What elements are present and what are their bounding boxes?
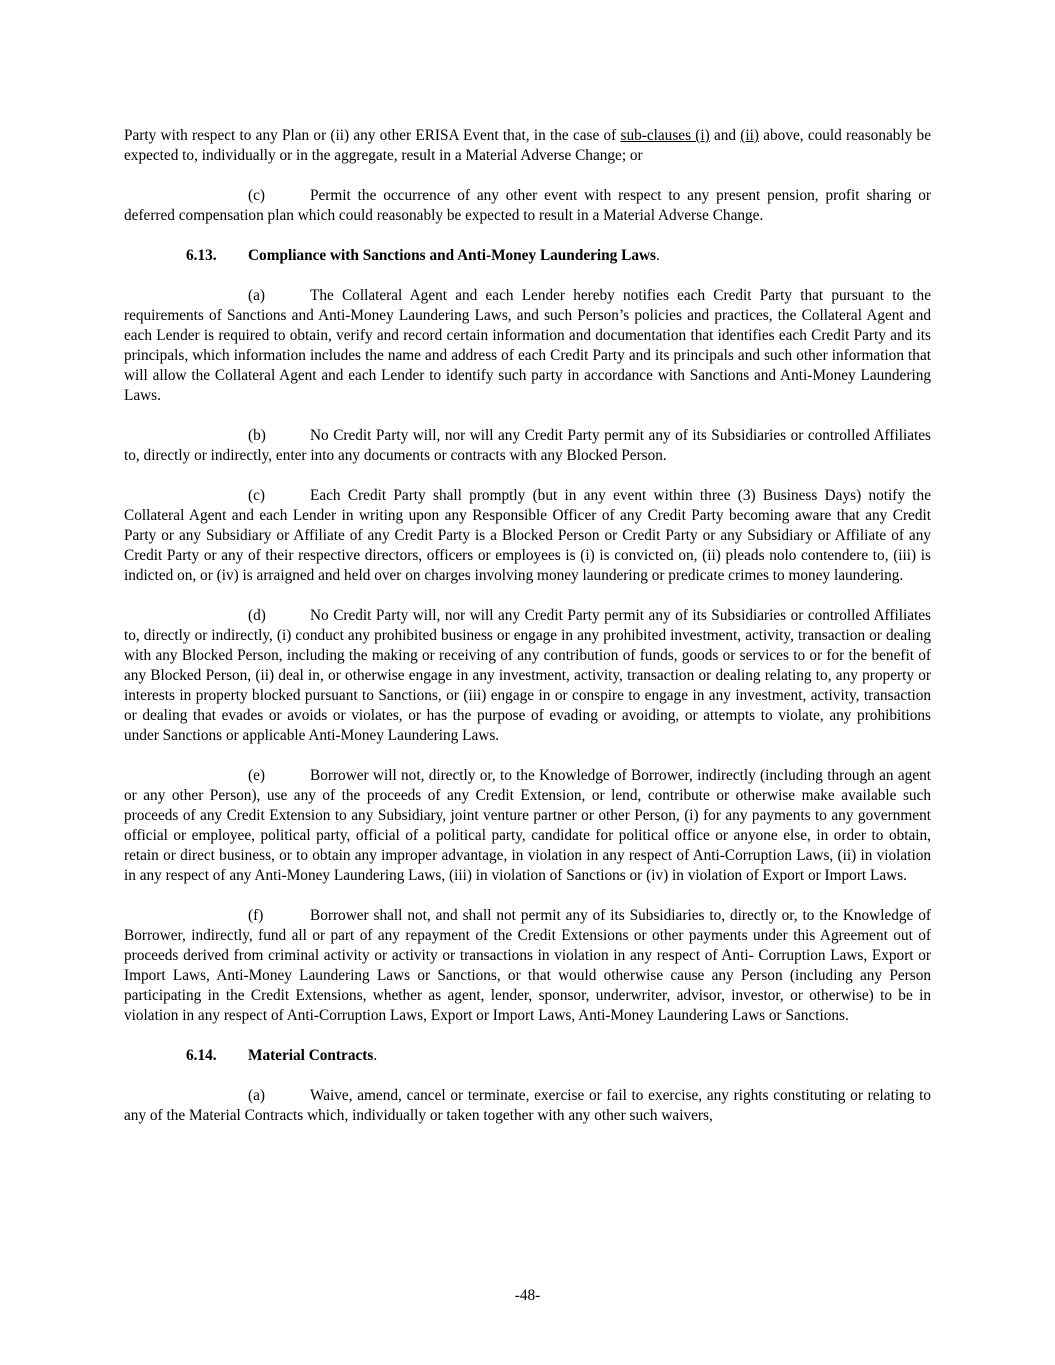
clause-6-14-a [124, 1086, 931, 1126]
clause-text: Waive, amend, cancel or terminate, exercise or fail to exercise, any rights constituting or relating to any of the Material Contracts which, individually or taken together with any other such waivers, [124, 1087, 931, 1124]
intro-text-3: above, could reasonably be expected to, individually or in the aggregate, result in a Material Adverse Change; or [124, 127, 931, 164]
intro-paragraph [124, 126, 931, 166]
clause-text: The Collateral Agent and each Lender hereby notifies each Credit Party that pursuant to the requirements of Sanctions and Anti-Money Laundering Laws, and such Person’s policies and practices, the Collateral Agent and each Lender is required to obtain, verify and record certain information and documentation that identifies each Credit Party and its principals, which information includes the name and address of each Credit Party and its principals and such other information that will allow the Collateral Agent and each Lender to identify such party in accordance with Sanctions and Anti-Money Laundering Laws. [124, 287, 931, 404]
intro-text-2: and [709, 127, 741, 144]
clause-text: No Credit Party will, nor will any Credit Party permit any of its Subsidiaries or controlled Affiliates to, directly or indirectly, enter into any documents or contracts with any Blocked Person. [124, 427, 931, 464]
clause-6-13-e [124, 766, 931, 886]
cross-reference-sub-clause-ii: (ii) [740, 127, 759, 144]
section-number: 6.14. [186, 1047, 217, 1064]
clause-6-13-f [124, 906, 931, 1026]
clause-text: Borrower will not, directly or, to the Knowledge of Borrower, indirectly (including through an agent or any other Person), use any of the proceeds of any Credit Extension, or lend, contribute or otherwise make available such proceeds of any Credit Extension to any Subsidiary, joint venture partner or other Person, (i) for any payments to any government official or employee, political party, official of a political party, candidate for political office or anyone else, in order to obtain, retain or direct business, or to obtain any improper advantage, in violation in any respect of Anti-Corruption Laws, (ii) in violation in any respect of any Anti-Money Laundering Laws, (iii) in violation of Sanctions or (iv) in violation of Export or Import Laws. [124, 767, 931, 884]
clause-number: (a) [248, 287, 265, 304]
clause-text: Borrower shall not, and shall not permit any of its Subsidiaries to, directly or, to the Knowledge of Borrower, indirectly, fund all or part of any repayment of the Credit Extensions or other payments under this Agreement out of proceeds derived from criminal activity or activity or transactions in violation in any respect of Anti- Corruption Laws, Export or Import Laws, Anti-Money Laundering Laws or Sanctions, or that would otherwise cause any Person (including any Person participating in the Credit Extensions, whether as agent, lender, sponsor, underwriter, advisor, investor, or otherwise) to be in violation in any respect of Anti-Corruption Laws, Export or Import Laws, Anti-Money Laundering Laws or Sanctions. [124, 907, 931, 1024]
clause-number: (a) [248, 1087, 265, 1104]
document-page [124, 126, 931, 1146]
clause-6-13-a [124, 286, 931, 406]
clause-number: (c) [248, 187, 265, 204]
clause-number: (e) [248, 767, 265, 784]
clause-c-pension [124, 186, 931, 226]
section-title: Material Contracts [248, 1047, 374, 1064]
clause-number: (f) [248, 907, 264, 924]
clause-text: Each Credit Party shall promptly (but in any event within three (3) Business Days) notify the Collateral Agent and each Lender in writing upon any Responsible Officer of any Credit Party becoming aware that any Credit Party or any Subsidiary or Affiliate of any Credit Party is a Blocked Person or Credit Party or any Subsidiary or Affiliate of any Credit Party or any of their respective directors, officers or employees is (i) is convicted on, (ii) pleads nolo contendere to, (iii) is indicted on, or (iv) is arraigned and held over on charges involving money laundering or predicate crimes to money laundering. [124, 487, 931, 584]
clause-number: (b) [248, 427, 266, 444]
clause-text: Permit the occurrence of any other event with respect to any present pension, profit sharing or deferred compensation plan which could reasonably be expected to result in a Material Adverse Change. [124, 187, 931, 224]
cross-reference-sub-clause-i: sub-clauses (i) [620, 127, 710, 144]
section-title: Compliance with Sanctions and Anti-Money Laundering Laws [248, 247, 656, 264]
clause-text: No Credit Party will, nor will any Credit Party permit any of its Subsidiaries or controlled Affiliates to, directly or indirectly, (i) conduct any prohibited business or engage in any prohibited investment, activity, transaction or dealing with any Blocked Person, including the making or receiving of any contribution of funds, goods or services to or for the benefit of any Blocked Person, (ii) deal in, or otherwise engage in any investment, activity, transaction or dealing relating to, any property or interests in property blocked pursuant to Sanctions, or (iii) engage in or conspire to engage in any investment, activity, transaction or dealing that evades or avoids or violates, or has the purpose of evading or avoiding, or attempts to violate, any prohibitions under Sanctions or applicable Anti-Money Laundering Laws. [124, 607, 931, 744]
intro-text-1: Party with respect to any Plan or (ii) any other ERISA Event that, in the case of [124, 127, 621, 144]
page-number: -48- [514, 1287, 541, 1304]
section-heading-6-14: 6.14. Material Contracts. [186, 1047, 378, 1064]
clause-number: (d) [248, 607, 266, 624]
section-number: 6.13. [186, 247, 217, 264]
section-heading-6-13: 6.13. Compliance with Sanctions and Anti-Money Laundering Laws. [186, 247, 660, 264]
clause-6-13-b [124, 426, 931, 466]
clause-number: (c) [248, 487, 265, 504]
clause-6-13-c [124, 486, 931, 586]
clause-6-13-d [124, 606, 931, 746]
